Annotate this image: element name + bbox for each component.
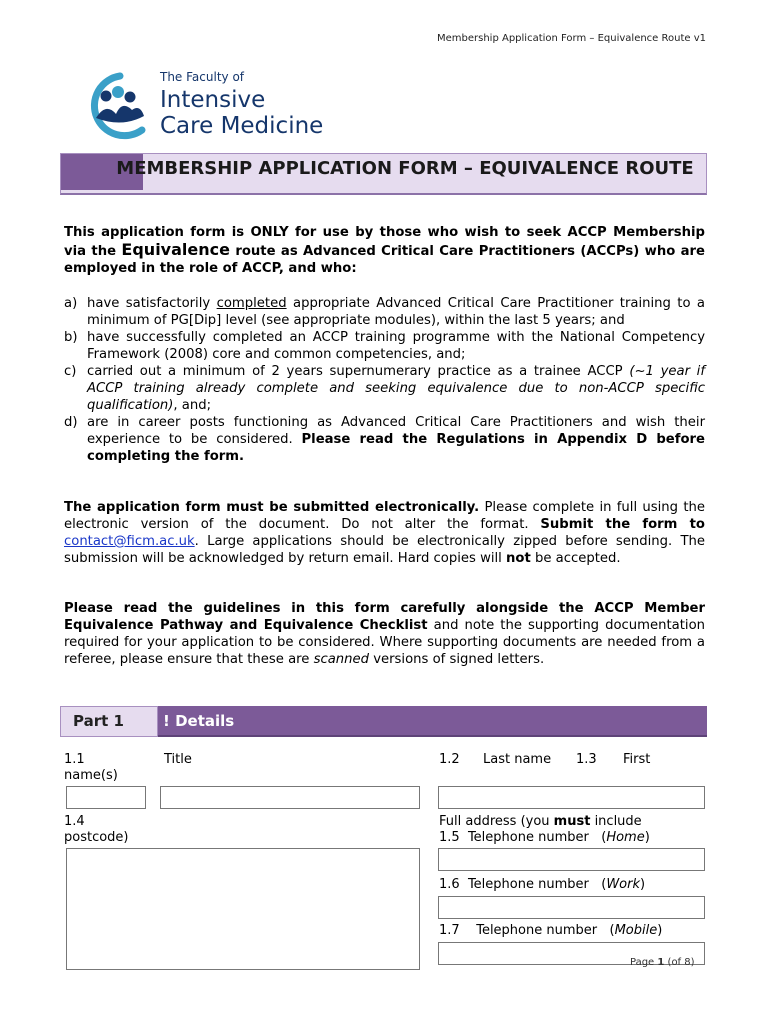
form-title: MEMBERSHIP APPLICATION FORM – EQUIVALENCE ROUTE bbox=[116, 158, 694, 179]
list-item-text: are in career posts functioning as Advanced Critical Care Practitioners and wish their experience to be considered. bbox=[87, 415, 705, 447]
ficm-emblem-icon bbox=[82, 70, 152, 142]
field-1-3-number: 1.3 bbox=[576, 752, 597, 767]
page-number bbox=[630, 957, 695, 968]
list-item bbox=[64, 295, 705, 329]
field-1-1-number: 1.1 bbox=[64, 752, 85, 767]
list-item bbox=[64, 363, 705, 414]
submission-bold: Submit the form to bbox=[540, 517, 705, 532]
page-number-total: (of 8) bbox=[664, 957, 695, 968]
intro-text-2: route as Advanced Critical Care Practitioners (ACCPs) who are employed in the role of ACCP, and who: bbox=[64, 244, 705, 276]
field-1-7-label: 1.7 Telephone number (Mobile) bbox=[439, 923, 663, 938]
list-item-italic: (~1 year if ACCP training already complete and seeking equivalence due to non-ACCP specific qualification) bbox=[87, 364, 705, 413]
field-label: Telephone number bbox=[476, 923, 598, 938]
field-number: 1.6 bbox=[439, 877, 460, 892]
logo-line-2: Intensive bbox=[160, 87, 266, 113]
address-label-text: include bbox=[590, 814, 642, 829]
field-label: Telephone number bbox=[467, 830, 589, 845]
list-item-text: , and; bbox=[173, 398, 212, 413]
field-1-3-label: First bbox=[623, 752, 651, 767]
submission-paragraph bbox=[64, 499, 705, 567]
submission-bold: The application form must be submitted electronically. bbox=[64, 500, 480, 515]
intro-text-1: This application form is ONLY for use by those who wish to seek ACCP Membership via the bbox=[64, 225, 705, 259]
page-number-value: 1 bbox=[657, 957, 665, 968]
field-label: Telephone number bbox=[467, 877, 589, 892]
list-item-label: b) bbox=[64, 330, 78, 345]
part-label: Part 1 bbox=[73, 712, 124, 730]
guidelines-paragraph bbox=[64, 600, 705, 668]
email-link[interactable]: contact@ficm.ac.uk bbox=[64, 534, 195, 549]
intro-paragraph bbox=[64, 224, 705, 277]
list-item-label: a) bbox=[64, 296, 78, 311]
field-1-4-number: 1.4 bbox=[64, 814, 85, 829]
field-1-2-label: Last name bbox=[483, 752, 552, 767]
address-input[interactable] bbox=[66, 848, 420, 970]
logo-line-1: The Faculty of bbox=[160, 70, 245, 84]
page-number-text: Page bbox=[630, 957, 658, 968]
field-type: Home bbox=[606, 830, 645, 845]
work-phone-input[interactable] bbox=[438, 896, 705, 919]
field-type: Work bbox=[606, 877, 641, 892]
intro-emphasis: Equivalence bbox=[121, 240, 230, 259]
field-1-6-label: 1.6 Telephone number (Work) bbox=[439, 877, 646, 892]
list-item-text: carried out a minimum of 2 years supernumerary practice as a trainee ACCP bbox=[87, 364, 630, 379]
field-1-5-label: 1.5 Telephone number (Home) bbox=[439, 830, 650, 845]
guidelines-bold: Please read the guidelines in this form carefully alongside the ACCP Member Equivalence Pathway and Equivalence Checklist bbox=[64, 601, 705, 633]
ficm-logo bbox=[82, 70, 362, 142]
title-input[interactable] bbox=[66, 786, 146, 809]
field-1-1-extra: name(s) bbox=[64, 768, 118, 783]
list-item-text: have successfully completed an ACCP training programme with the National Competency Framework (2008) core and common competencies, and; bbox=[87, 330, 705, 362]
list-item bbox=[64, 414, 705, 465]
submission-text: . Large applications should be electronically zipped before sending. The submission will be acknowledged by return email. Hard copies will bbox=[64, 534, 705, 566]
home-phone-input[interactable] bbox=[438, 848, 705, 871]
list-item-text: have satisfactorily bbox=[87, 296, 217, 311]
list-item-label: c) bbox=[64, 364, 77, 379]
logo-line-3: Care Medicine bbox=[160, 113, 324, 139]
first-names-input[interactable] bbox=[160, 786, 420, 809]
submission-text: Please complete in full using the electronic version of the document. Do not alter the format. bbox=[64, 500, 705, 532]
field-number: 1.5 bbox=[439, 830, 460, 845]
field-1-1-label: Title bbox=[164, 752, 192, 767]
document-reference: Membership Application Form – Equivalence Route v1 bbox=[437, 33, 706, 44]
guidelines-text: versions of signed letters. bbox=[369, 652, 545, 667]
address-label bbox=[439, 814, 642, 830]
field-1-4-label: postcode) bbox=[64, 830, 129, 845]
last-name-input[interactable] bbox=[438, 786, 705, 809]
submission-text: be accepted. bbox=[530, 551, 621, 566]
list-item-underlined: completed bbox=[216, 296, 287, 311]
part-banner bbox=[60, 706, 707, 737]
list-item-bold: Please read the Regulations in Appendix D before completing the form. bbox=[87, 432, 705, 464]
list-item bbox=[64, 329, 705, 363]
address-label-text: Full address (you bbox=[439, 814, 554, 829]
submission-bold: not bbox=[506, 551, 531, 566]
list-item-label: d) bbox=[64, 415, 78, 430]
criteria-list bbox=[64, 295, 705, 465]
list-item-text: appropriate Advanced Critical Care Practitioner training to a minimum of PG[Dip] level (see appropriate modules), within the last 5 years; and bbox=[87, 296, 705, 328]
address-label-bold: must bbox=[553, 814, 591, 829]
field-number: 1.7 bbox=[439, 923, 460, 938]
guidelines-text: and note the supporting documentation required for your application to be considered. Where supporting documents are needed from a referee, please ensure that these are bbox=[64, 618, 705, 667]
guidelines-italic: scanned bbox=[313, 652, 370, 667]
field-type: Mobile bbox=[614, 923, 658, 938]
field-1-2-number: 1.2 bbox=[439, 752, 460, 767]
part-title: ! Details bbox=[163, 712, 235, 730]
